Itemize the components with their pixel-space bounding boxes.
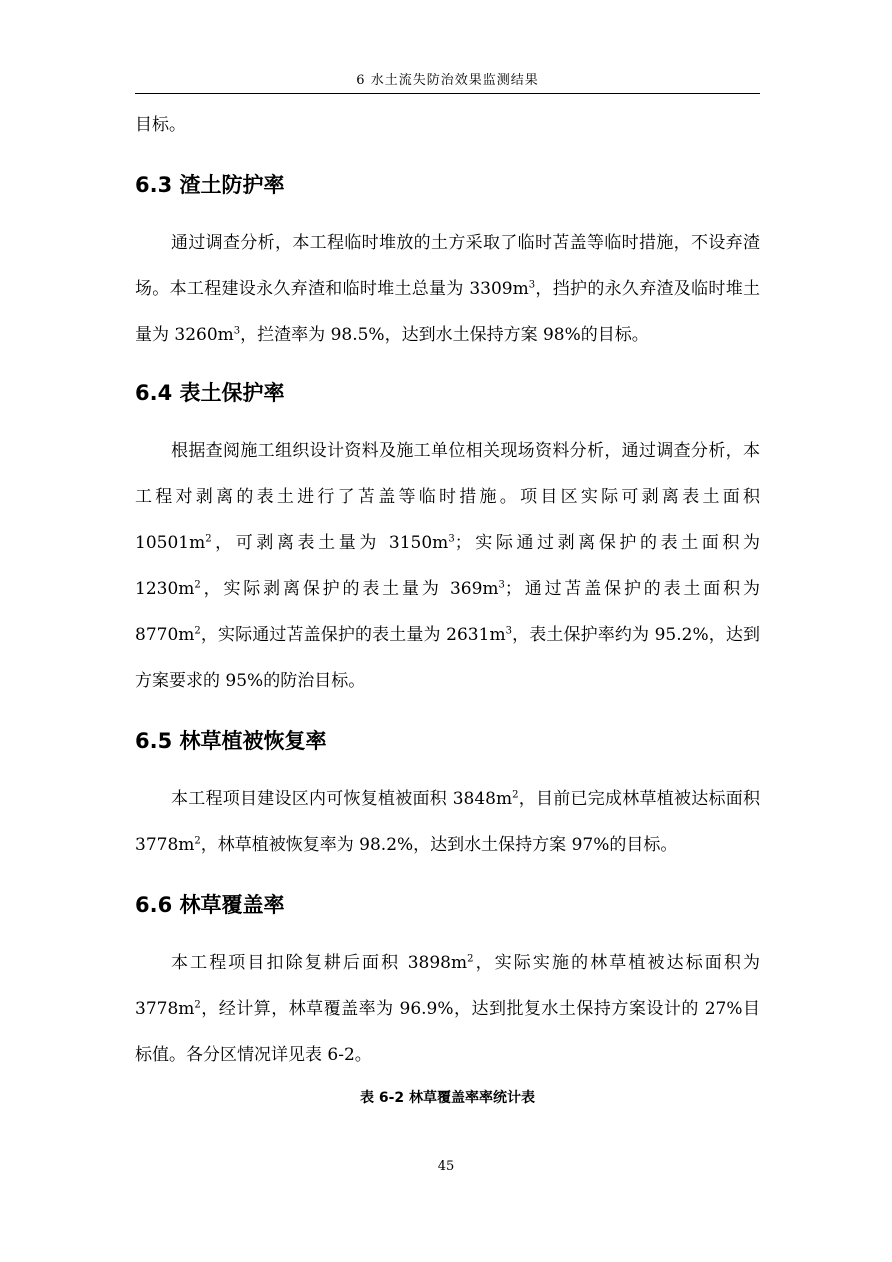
section-heading-6-6: 6.6 林草覆盖率 <box>135 893 285 917</box>
superscript: 2 <box>194 835 201 847</box>
text-run: ，经计算，林草覆盖率为 96.9%，达到批复水土保持方案设计的 27%目标值。各分区情况详见表 6-2。 <box>135 999 760 1065</box>
superscript: 3 <box>233 325 241 337</box>
superscript: 3 <box>505 625 512 637</box>
text-run: 根据查阅施工组织设计资料及施工单位相关现场资料分析，通过调查分析，本工程对剥离的表土进行了苫盖等临时措施。项目区实际可剥离表土面积 10501m <box>135 441 760 553</box>
page-number: 45 <box>437 1159 455 1174</box>
paragraph-6-6 <box>135 940 760 1078</box>
superscript: 3 <box>528 279 536 291</box>
paragraph-6-3 <box>135 220 760 358</box>
page-content <box>135 102 760 1108</box>
section-heading-6-4: 6.4 表土保护率 <box>135 381 285 405</box>
text-run: ，可剥离表土量为 3150m <box>211 533 449 553</box>
table-caption: 表 6-2 林草覆盖率率统计表 <box>359 1090 536 1106</box>
text-run: 通过调查分析，本工程临时堆放的土方采取了临时苫盖等临时措施，不设弃渣场。本工程建设永久弃渣和临时堆土总量为 3309m <box>135 233 760 299</box>
text-run: ，目前已完成林草植被达标面积 3778m <box>135 789 761 855</box>
text-run: ，实际通过苫盖保护的表土量为 2631m <box>200 625 506 645</box>
section-heading-6-3: 6.3 渣土防护率 <box>135 173 285 197</box>
continued-paragraph: 目标。 <box>135 115 186 135</box>
running-header: 6 水土流失防治效果监测结果 <box>356 73 539 88</box>
text-run: 本工程项目建设区内可恢复植被面积 3848m <box>171 789 513 809</box>
superscript: 2 <box>194 999 201 1011</box>
superscript: 2 <box>194 625 201 637</box>
text-run: ；实际通过剥离保护的表土面积为 1230m <box>135 533 760 599</box>
text-run: ，林草植被恢复率为 98.2%，达到水土保持方案 97%的目标。 <box>200 835 678 855</box>
superscript: 2 <box>194 579 201 591</box>
superscript: 2 <box>512 789 519 801</box>
text-run: ，表土保护率约为 95.2%，达到方案要求的 95%的防治目标。 <box>135 625 760 691</box>
text-run: ，实际剥离保护的表土量为 369m <box>200 579 499 599</box>
superscript: 3 <box>448 533 455 545</box>
text-run: 本工程项目扣除复耕后面积 3898m <box>171 953 468 973</box>
section-heading-6-5: 6.5 林草植被恢复率 <box>135 729 327 753</box>
superscript: 3 <box>498 579 505 591</box>
text-run: ，拦渣率为 98.5%，达到水土保持方案 98%的目标。 <box>240 325 649 345</box>
text-run: ；通过苫盖保护的表土面积为 8770m <box>135 579 760 645</box>
header-rule <box>135 93 760 94</box>
text-run: ，实际实施的林草植被达标面积为 3778m <box>135 953 760 1019</box>
superscript: 2 <box>467 953 474 965</box>
text-run: ，挡护的永久弃渣及临时堆土量为 3260m <box>135 279 760 345</box>
superscript: 2 <box>205 533 212 545</box>
paragraph-6-4 <box>135 428 760 704</box>
paragraph-6-5 <box>135 776 760 868</box>
